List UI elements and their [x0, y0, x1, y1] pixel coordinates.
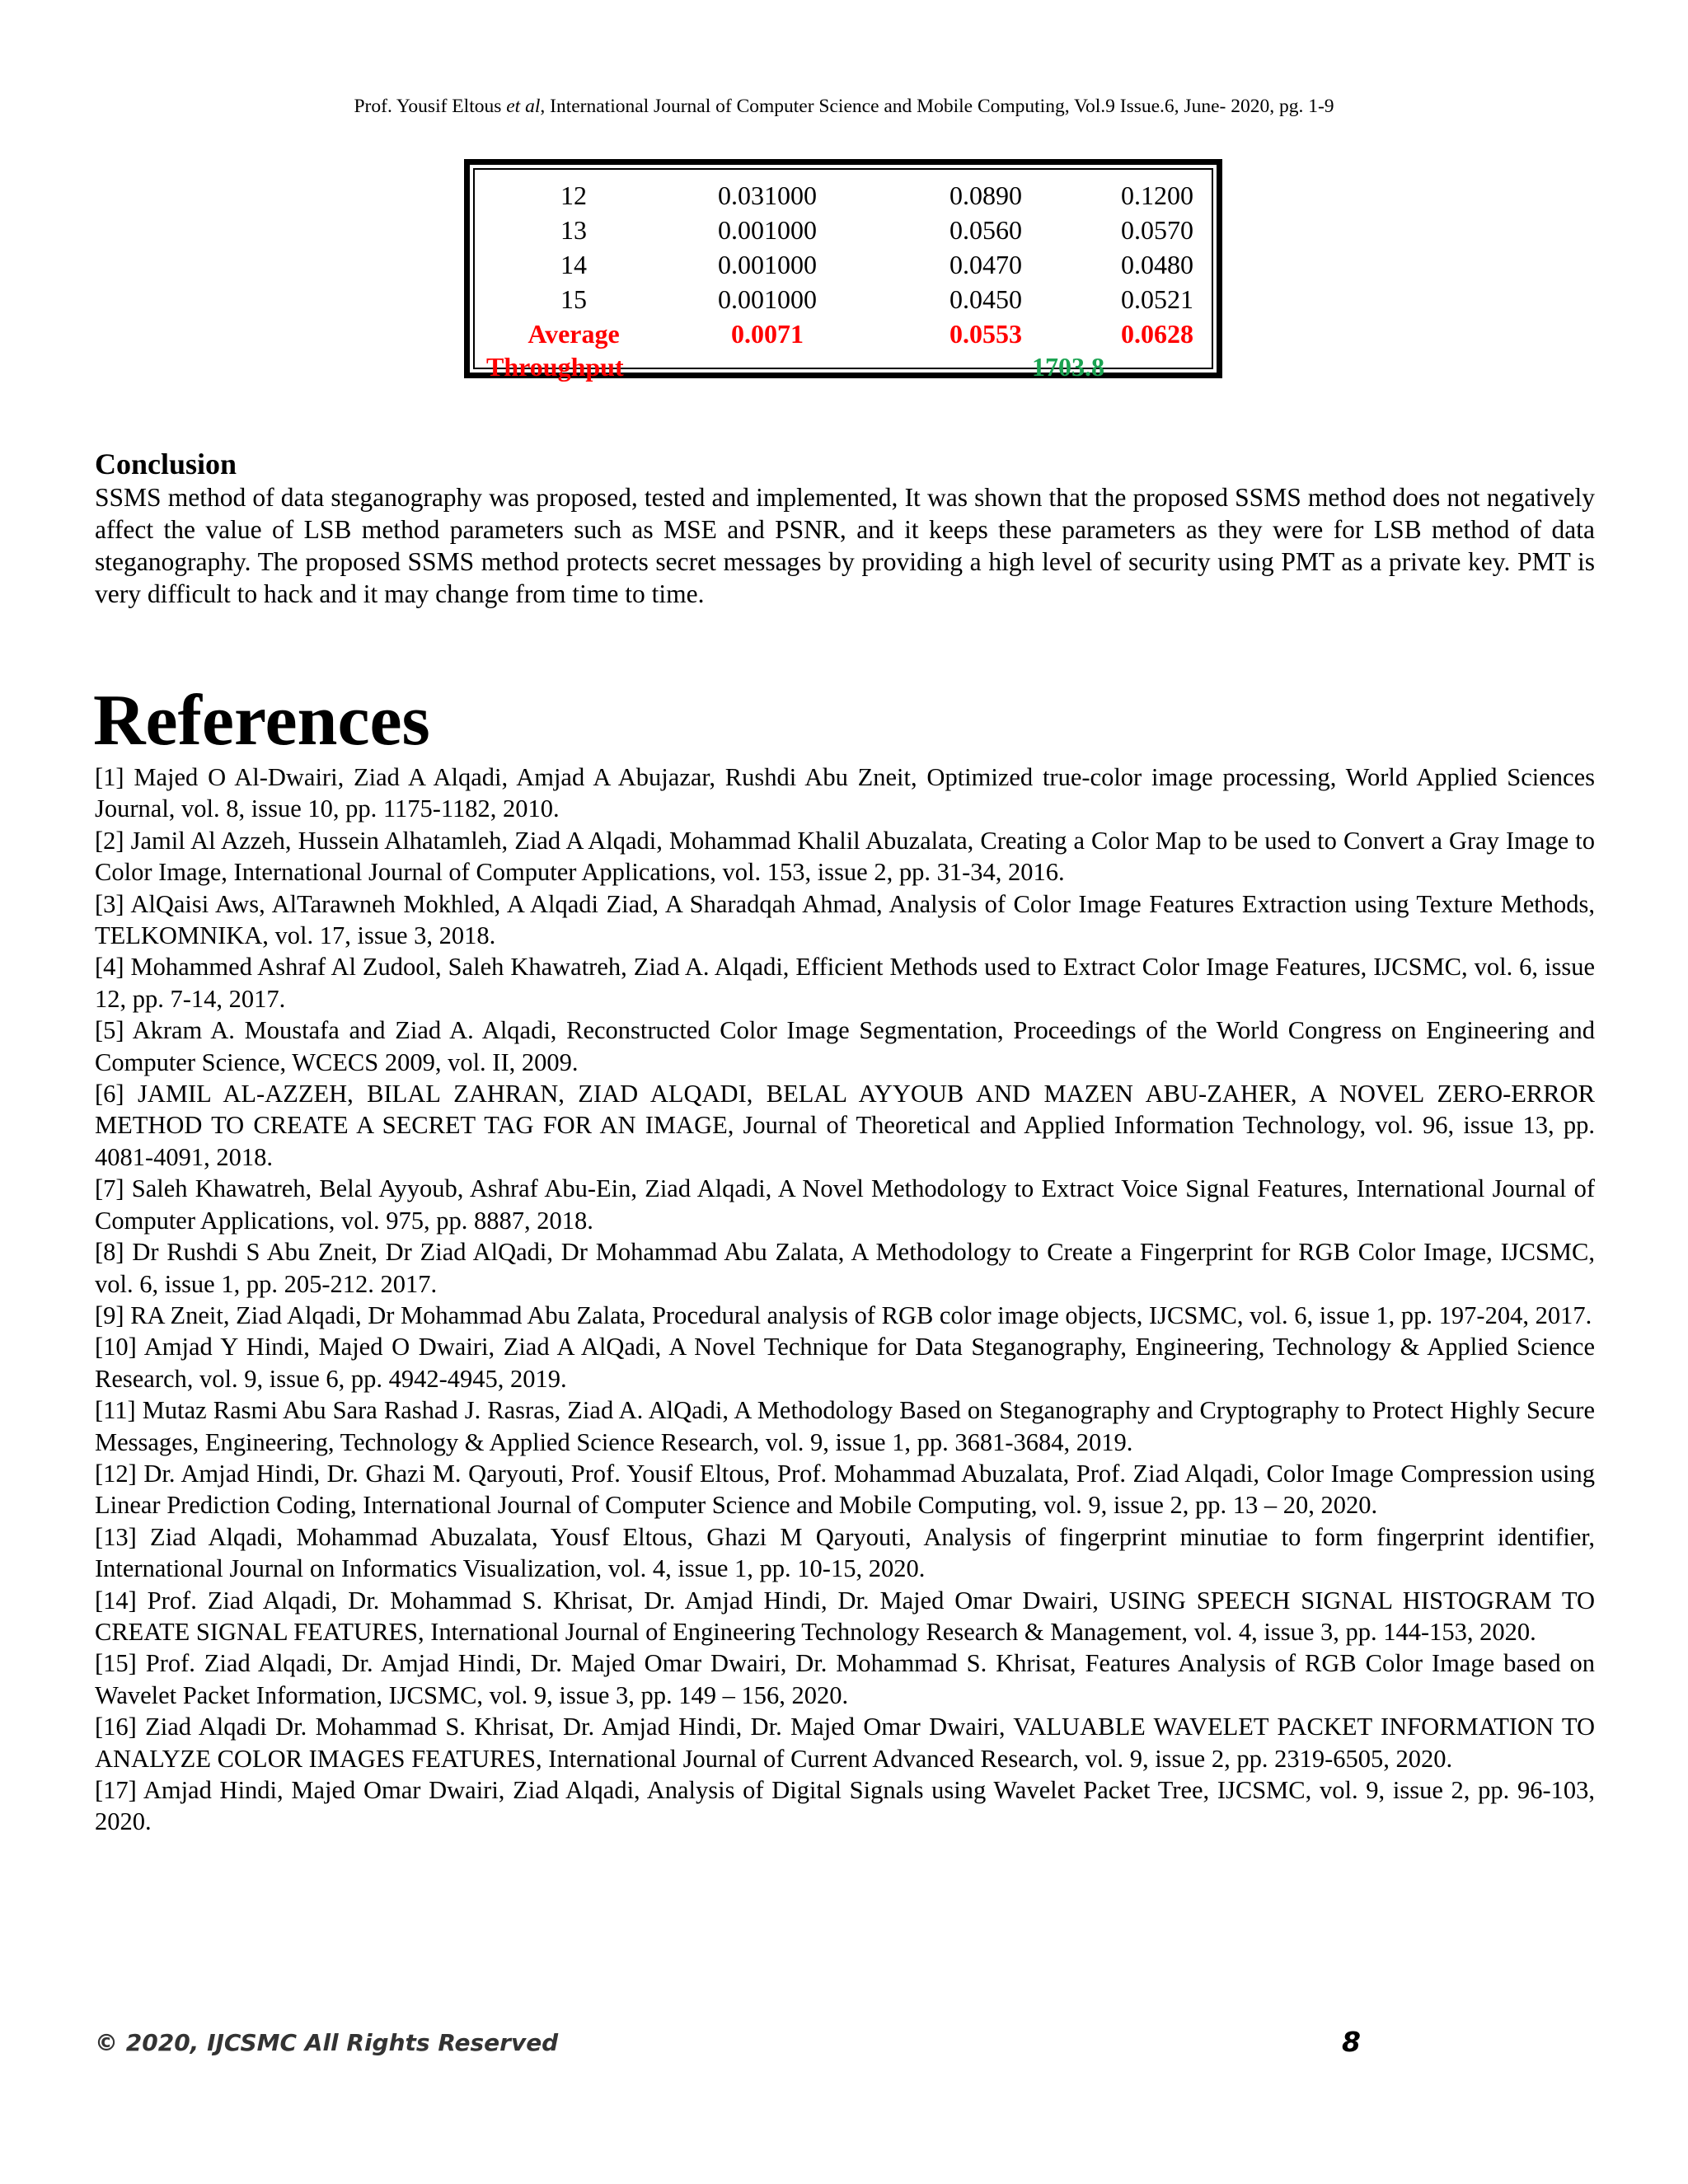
table-cell: 15	[560, 284, 587, 314]
conclusion-heading: Conclusion	[95, 448, 237, 480]
average-label: Average	[528, 319, 620, 349]
table-row	[475, 282, 1212, 316]
reference-item: [4] Mohammed Ashraf Al Zudool, Saleh Khawatreh, Ziad A. Alqadi, Efficient Methods used to Extract Color Image Features, IJCSMC, vol. 6, issue 12, pp. 7-14, 2017.	[95, 953, 1595, 1013]
table-cell: 0.0570	[1121, 215, 1193, 245]
running-header	[0, 96, 1688, 118]
reference-item: [10] Amjad Y Hindi, Majed O Dwairi, Ziad A AlQadi, A Novel Technique for Data Steganography, Engineering, Technology & Applied Science Research, vol. 9, issue 6, pp. 4942-4945, 2019.	[95, 1333, 1595, 1393]
table-cell: 0.0470	[950, 250, 1022, 279]
reference-item: [8] Dr Rushdi S Abu Zneit, Dr Ziad AlQadi, Dr Mohammad Abu Zalata, A Methodology to Create a Fingerprint for RGB Color Image, IJCSMC, vol. 6, issue 1, pp. 205-212. 2017.	[95, 1238, 1595, 1298]
results-table-inner	[473, 168, 1213, 382]
average-value: 0.0553	[950, 319, 1022, 349]
reference-item: [5] Akram A. Moustafa and Ziad A. Alqadi, Reconstructed Color Image Segmentation, Proceedings of the World Congress on Engineering and Computer Science, WCECS 2009, vol. II, 2009.	[95, 1016, 1595, 1076]
reference-item: [14] Prof. Ziad Alqadi, Dr. Mohammad S. Khrisat, Dr. Amjad Hindi, Dr. Majed Omar Dwairi, USING SPEECH SIGNAL HISTOGRAM TO CREATE SIGNAL FEATURES, International Journal of Engineering Technology Research & Management, vol. 4, issue 3, pp. 144-153, 2020.	[95, 1586, 1595, 1646]
reference-item: [12] Dr. Amjad Hindi, Dr. Ghazi M. Qaryouti, Prof. Yousif Eltous, Prof. Mohammad Abuzalata, Prof. Ziad Alqadi, Color Image Compression using Linear Prediction Coding, International Journal of Computer Science and Mobile Computing, vol. 9, issue 2, pp. 13 – 20, 2020.	[95, 1459, 1595, 1520]
references-list	[95, 762, 1595, 1838]
reference-item: [17] Amjad Hindi, Majed Omar Dwairi, Ziad Alqadi, Analysis of Digital Signals using Wavelet Packet Tree, IJCSMC, vol. 9, issue 2, pp. 96-103, 2020.	[95, 1776, 1595, 1836]
reference-item: [15] Prof. Ziad Alqadi, Dr. Amjad Hindi, Dr. Majed Omar Dwairi, Dr. Mohammad S. Khrisat, Features Analysis of RGB Color Image based on Wavelet Packet Information, IJCSMC, vol. 9, issue 3, pp. 149 – 156, 2020.	[95, 1649, 1595, 1709]
throughput-label: Throughput	[486, 352, 624, 382]
average-value: 0.0628	[1121, 319, 1193, 349]
reference-item: [13] Ziad Alqadi, Mohammad Abuzalata, Yousf Eltous, Ghazi M Qaryouti, Analysis of fingerprint minutiae to form fingerprint identifier, International Journal on Informatics Visualization, vol. 4, issue 1, pp. 10-15, 2020.	[95, 1522, 1595, 1583]
header-etal: et al	[506, 96, 541, 117]
table-cell: 12	[560, 180, 587, 210]
table-cell: 0.001000	[718, 284, 817, 314]
page-number: 8	[1342, 2026, 1361, 2058]
table-row	[475, 178, 1212, 213]
table-cell: 0.0521	[1121, 284, 1193, 314]
header-authors: Prof. Yousif Eltous	[354, 96, 507, 117]
table-cell: 0.1200	[1121, 180, 1193, 210]
results-table	[464, 159, 1222, 382]
table-cell: 14	[560, 250, 587, 279]
reference-item: [6] JAMIL AL-AZZEH, BILAL ZAHRAN, ZIAD ALQADI, BELAL AYYOUB AND MAZEN ABU-ZAHER, A NOVEL ZERO-ERROR METHOD TO CREATE A SECRET TAG FOR AN IMAGE, Journal of Theoretical and Applied Information Technology, vol. 96, issue 13, pp. 4081-4091, 2018.	[95, 1080, 1595, 1171]
throughput-value: 1703.8	[1032, 352, 1104, 382]
table-row	[475, 213, 1212, 247]
reference-item: [3] AlQaisi Aws, AlTarawneh Mokhled, A Alqadi Ziad, A Sharadqah Ahmad, Analysis of Color Image Features Extraction using Texture Methods, TELKOMNIKA, vol. 17, issue 3, 2018.	[95, 889, 1595, 950]
table-cell: 0.0450	[950, 284, 1022, 314]
table-row	[475, 247, 1212, 282]
reference-item: [9] RA Zneit, Ziad Alqadi, Dr Mohammad Abu Zalata, Procedural analysis of RGB color image objects, IJCSMC, vol. 6, issue 1, pp. 197-204, 2017.	[95, 1301, 1592, 1329]
references-heading: References	[93, 681, 430, 761]
reference-item: [1] Majed O Al-Dwairi, Ziad A Alqadi, Amjad A Abujazar, Rushdi Abu Zneit, Optimized true-color image processing, World Applied Sciences Journal, vol. 8, issue 10, pp. 1175-1182, 2010.	[95, 763, 1595, 823]
table-cell: 13	[560, 215, 587, 245]
table-row-average	[475, 316, 1212, 351]
table-cell: 0.001000	[718, 250, 817, 279]
conclusion-paragraph: SSMS method of data steganography was proposed, tested and implemented, It was shown that the proposed SSMS method does not negatively affect the value of LSB method parameters such as MSE and PSNR, and it keeps these parameters as they were for LSB method of data steganography. The proposed SSMS method protects secret messages by providing a high level of security using PMT as a private key. PMT is very difficult to hack and it may change from time to time.	[95, 483, 1595, 608]
table-cell: 0.031000	[718, 180, 817, 210]
reference-item: [7] Saleh Khawatreh, Belal Ayyoub, Ashraf Abu-Ein, Ziad Alqadi, A Novel Methodology to Extract Voice Signal Features, International Journal of Computer Applications, vol. 975, pp. 8887, 2018.	[95, 1174, 1595, 1235]
table-cell: 0.0560	[950, 215, 1022, 245]
reference-item: [16] Ziad Alqadi Dr. Mohammad S. Khrisat, Dr. Amjad Hindi, Dr. Majed Omar Dwairi, VALUABLE WAVELET PACKET INFORMATION TO ANALYZE COLOR IMAGES FEATURES, International Journal of Current Advanced Research, vol. 9, issue 2, pp. 2319-6505, 2020.	[95, 1713, 1595, 1773]
reference-item: [11] Mutaz Rasmi Abu Sara Rashad J. Rasras, Ziad A. AlQadi, A Methodology Based on Steganography and Cryptography to Protect Highly Secure Messages, Engineering, Technology & Applied Science Research, vol. 9, issue 1, pp. 3681-3684, 2019.	[95, 1396, 1595, 1456]
table-row-throughput	[475, 349, 1212, 384]
table-cell: 0.0480	[1121, 250, 1193, 279]
table-cell: 0.001000	[718, 215, 817, 245]
table-cell: 0.0890	[950, 180, 1022, 210]
average-value: 0.0071	[731, 319, 804, 349]
reference-item: [2] Jamil Al Azzeh, Hussein Alhatamleh, Ziad A Alqadi, Mohammad Khalil Abuzalata, Creating a Color Map to be used to Convert a Gray Image to Color Image, International Journal of Computer Applications, vol. 153, issue 2, pp. 31-34, 2016.	[95, 826, 1595, 887]
footer-copyright: © 2020, IJCSMC All Rights Reserved	[95, 2029, 559, 2056]
header-journal: , International Journal of Computer Science and Mobile Computing, Vol.9 Issue.6, June- 2020, pg. 1-9	[540, 96, 1334, 117]
